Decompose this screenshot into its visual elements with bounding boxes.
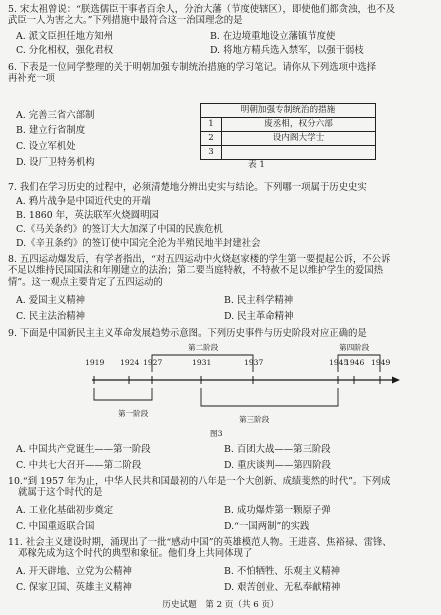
table-row xyxy=(201,132,376,146)
question-5-stem-line2: 武臣一人为害之大。”下列措施中最符合这一治国理念的是 xyxy=(8,15,243,27)
question-6 xyxy=(8,62,435,85)
question-7-option-b: B. 1860 年，英法联军火烧圆明园 xyxy=(16,210,159,221)
question-7-option-d: D.《辛丑条约》的签订使中国完全沦为半殖民地半封建社会 xyxy=(16,238,261,249)
table-row xyxy=(201,146,376,160)
stage-1-label: 第一阶段 xyxy=(118,409,149,418)
question-11-option-d: D. 艰苦创业、无私奉献精神 xyxy=(224,582,341,593)
question-6-stem-line1: 6. 下表是一位同学整理的关于明朝加强专制统治措施的学习笔记。请你从下列选项中选择 xyxy=(8,62,377,73)
question-11 xyxy=(8,537,435,560)
question-10-stem-line2: 就属于这个时代的是 xyxy=(18,487,103,499)
question-11-option-b: B. 不怕牺牲、乐观主义精神 xyxy=(224,566,340,577)
question-10 xyxy=(8,476,435,499)
table-cell-num: 3 xyxy=(201,146,222,160)
question-11-stem-line1: 11. 社会主义建设时期，涌现出了一批“感动中国”的英雄模范人物。王进喜、焦裕禄、雷锋、 xyxy=(8,537,392,548)
question-8-stem-line2: 不足以维持民国国法和年刚建立的法治；第二要当庭特赦，不特赦不足以维护学生的爱国热 xyxy=(8,265,384,277)
question-5 xyxy=(8,4,435,27)
timeline-diagram xyxy=(0,340,441,438)
table-cell-text: 设内阁大学士 xyxy=(222,132,376,146)
question-8-option-c: C. 民主法治精神 xyxy=(16,311,86,322)
figure-3-caption: 图3 xyxy=(210,429,223,438)
question-11-stem-line2: 邓稼先成为这个时代的典型和象征。他们身上共同体现了 xyxy=(18,548,253,560)
table-1-header: 明朝加强专制统治的措施 xyxy=(201,104,376,118)
table-1 xyxy=(200,103,376,160)
question-6-option-b: B. 建立行省制度 xyxy=(16,125,86,136)
stage-4-label: 第四阶段 xyxy=(339,343,370,352)
year-1949: 1949 xyxy=(371,358,391,367)
question-9-option-c: C. 中共七大召开——第二阶段 xyxy=(16,460,142,471)
stage-2-label: 第二阶段 xyxy=(188,343,219,352)
question-5-option-c: C. 分化相权，强化君权 xyxy=(16,45,114,56)
question-6-option-c: C. 设立军机处 xyxy=(16,141,76,152)
year-1924: 1924 xyxy=(120,358,140,367)
question-5-option-d: D. 将地方精兵选入禁军，以强干弱枝 xyxy=(210,45,364,56)
table-cell-text xyxy=(222,146,376,160)
question-10-option-b: B. 成功爆炸第一颗原子弹 xyxy=(224,505,331,516)
question-10-stem-line1: 10.“到 1957 年为止，中华人民共和国最初的八年是一个大创新、成绩斐然的时代”。下列成 xyxy=(8,476,391,487)
question-9-option-a: A. 中国共产党诞生——第一阶段 xyxy=(16,444,151,455)
question-7-option-a: A. 鸦片战争是中国近代史的开端 xyxy=(16,196,151,207)
question-6-option-d: D. 设厂卫特务机构 xyxy=(16,157,95,168)
question-5-option-a: A. 派文臣担任地方知州 xyxy=(16,31,114,42)
table-row xyxy=(201,118,376,132)
question-7-option-c: C.《马关条约》的签订大大加深了中国的民族危机 xyxy=(16,224,223,235)
question-6-option-a: A. 完善三省六部制 xyxy=(16,110,95,121)
year-1919: 1919 xyxy=(85,358,105,367)
question-5-stem-line1: 5. 宋太祖曾说：“朕选儒臣干事者百余人，分治大藩（节度使辖区），即使他们都贪浊，也不及 xyxy=(8,4,396,15)
question-5-option-b: B. 在边境重地设立藩镇节度使 xyxy=(210,31,336,42)
question-8-stem-line1: 8. 五四运动爆发后，有学者指出，“对五四运动中火烧赵家楼的学生第一要提起公诉，不公诉 xyxy=(8,254,391,265)
year-1946: 1946 xyxy=(345,358,365,367)
question-9-option-b: B. 百团大战——第三阶段 xyxy=(224,444,331,455)
table-cell-num: 1 xyxy=(201,118,222,132)
question-9-stem: 9. 下面是中国新民主主义革命发展趋势示意图。下列历史事件与历史阶段对应正确的是 xyxy=(8,328,367,339)
timeline-arrow-icon xyxy=(392,377,400,384)
year-1931: 1931 xyxy=(192,358,212,367)
question-10-option-a: A. 工业化基础初步奠定 xyxy=(16,505,114,516)
question-9 xyxy=(8,328,435,339)
question-10-option-d: D.“一国两制”的实践 xyxy=(224,521,310,532)
question-8-option-d: D. 民主革命精神 xyxy=(224,311,294,322)
table-1-caption: 表 1 xyxy=(248,160,265,170)
stage-3-label: 第三阶段 xyxy=(239,415,270,424)
table-cell-num: 2 xyxy=(201,132,222,146)
question-6-stem-line2: 再补充一项 xyxy=(8,73,55,85)
question-11-option-a: A. 开天辟地、立党为公精神 xyxy=(16,566,132,577)
question-11-option-c: C. 保家卫国、英雄主义精神 xyxy=(16,582,132,593)
year-1945: 1945 xyxy=(329,358,349,367)
page-footer: 历史试题 第 2 页（共 6 页） xyxy=(162,600,279,610)
question-8-option-a: A. 爱国主义精神 xyxy=(16,295,85,306)
year-1927: 1927 xyxy=(143,358,163,367)
year-1937: 1937 xyxy=(244,358,264,367)
question-8-stem-line3: 情”。这一观点主要肯定了五四运动的 xyxy=(8,276,163,288)
question-8-option-b: B. 民主科学精神 xyxy=(224,295,294,306)
question-10-option-c: C. 中国重返联合国 xyxy=(16,521,95,532)
question-7-stem: 7. 我们在学习历史的过程中，必须清楚地分辨出史实与结论。下列哪一项属于历史史实 xyxy=(8,182,367,193)
question-7 xyxy=(8,182,435,193)
table-cell-text: 废丞相，权分六部 xyxy=(222,118,376,132)
question-8 xyxy=(8,254,435,288)
question-9-option-d: D. 重庆谈判——第四阶段 xyxy=(224,460,331,471)
